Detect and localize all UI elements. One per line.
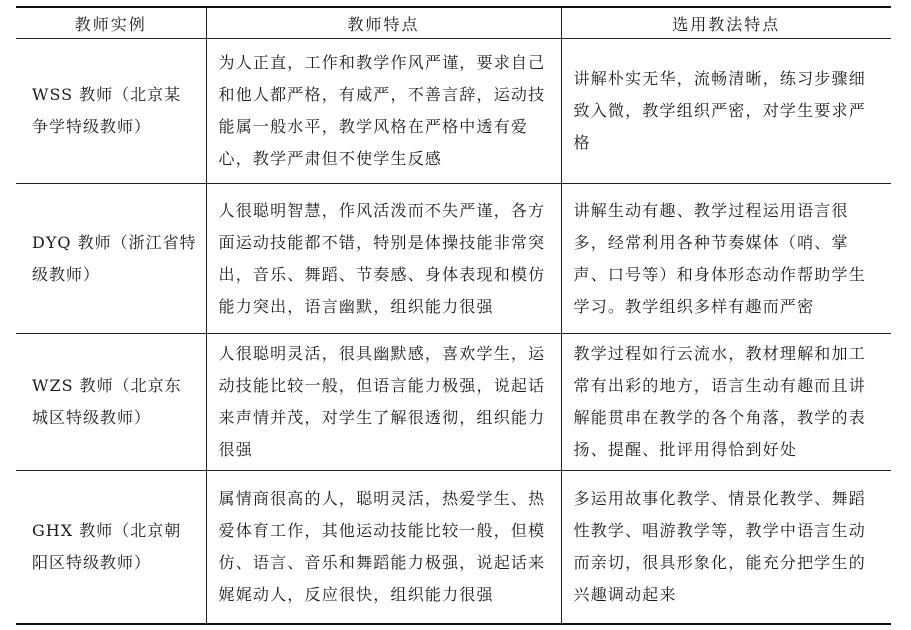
table-row <box>16 334 891 471</box>
table-row <box>16 39 891 184</box>
teacher-name-cell: WZS 教师（北京东城区特级教师） <box>16 334 206 471</box>
teacher-traits-cell: 为人正直，工作和教学作风严谨，要求自己和他人都严格，有威严，不善言辞，运动技能属一般水平，教学风格在严格中透有爱心，教学严肃但不使学生反感 <box>206 39 561 184</box>
teacher-traits-cell: 人很聪明智慧，作风活泼而不失严谨，各方面运动技能都不错，特别是体操技能非常突出，音乐、舞蹈、节奏感、身体表现和模仿能力突出，语言幽默，组织能力很强 <box>206 184 561 334</box>
table-row <box>16 184 891 334</box>
table-row <box>16 471 891 625</box>
teacher-comparison-table <box>16 6 891 625</box>
table-body <box>16 39 891 625</box>
teacher-name-cell: GHX 教师（北京朝阳区特级教师） <box>16 471 206 625</box>
method-traits-cell: 讲解朴实无华，流畅清晰，练习步骤细致入微，教学组织严密，对学生要求严格 <box>561 39 891 184</box>
method-traits-cell: 讲解生动有趣、教学过程运用语言很多，经常利用各种节奏媒体（哨、掌声、口号等）和身体形态动作帮助学生学习。教学组织多样有趣而严密 <box>561 184 891 334</box>
table-header <box>16 7 891 39</box>
header-row <box>16 7 891 39</box>
header-teacher-example: 教师实例 <box>16 7 206 39</box>
teacher-name-cell: WSS 教师（北京某争学特级教师） <box>16 39 206 184</box>
header-method-traits: 选用教法特点 <box>561 7 891 39</box>
method-traits-cell: 教学过程如行云流水，教材理解和加工常有出彩的地方，语言生动有趣而且讲解能贯串在教学的各个角落，教学的表扬、提醒、批评用得恰到好处 <box>561 334 891 471</box>
teacher-traits-cell: 属情商很高的人，聪明灵活，热爱学生、热爱体育工作，其他运动技能比较一般，但模仿、语言、音乐和舞蹈能力极强，说起话来娓娓动人，反应很快，组织能力很强 <box>206 471 561 625</box>
teacher-traits-cell: 人很聪明灵活，很具幽默感，喜欢学生，运动技能比较一般，但语言能力极强，说起话来声情并茂，对学生了解很透彻，组织能力很强 <box>206 334 561 471</box>
method-traits-cell: 多运用故事化教学、情景化教学、舞蹈性教学、唱游教学等，教学中语言生动而亲切，很具形象化，能充分把学生的兴趣调动起来 <box>561 471 891 625</box>
teacher-name-cell: DYQ 教师（浙江省特级教师） <box>16 184 206 334</box>
header-teacher-traits: 教师特点 <box>206 7 561 39</box>
